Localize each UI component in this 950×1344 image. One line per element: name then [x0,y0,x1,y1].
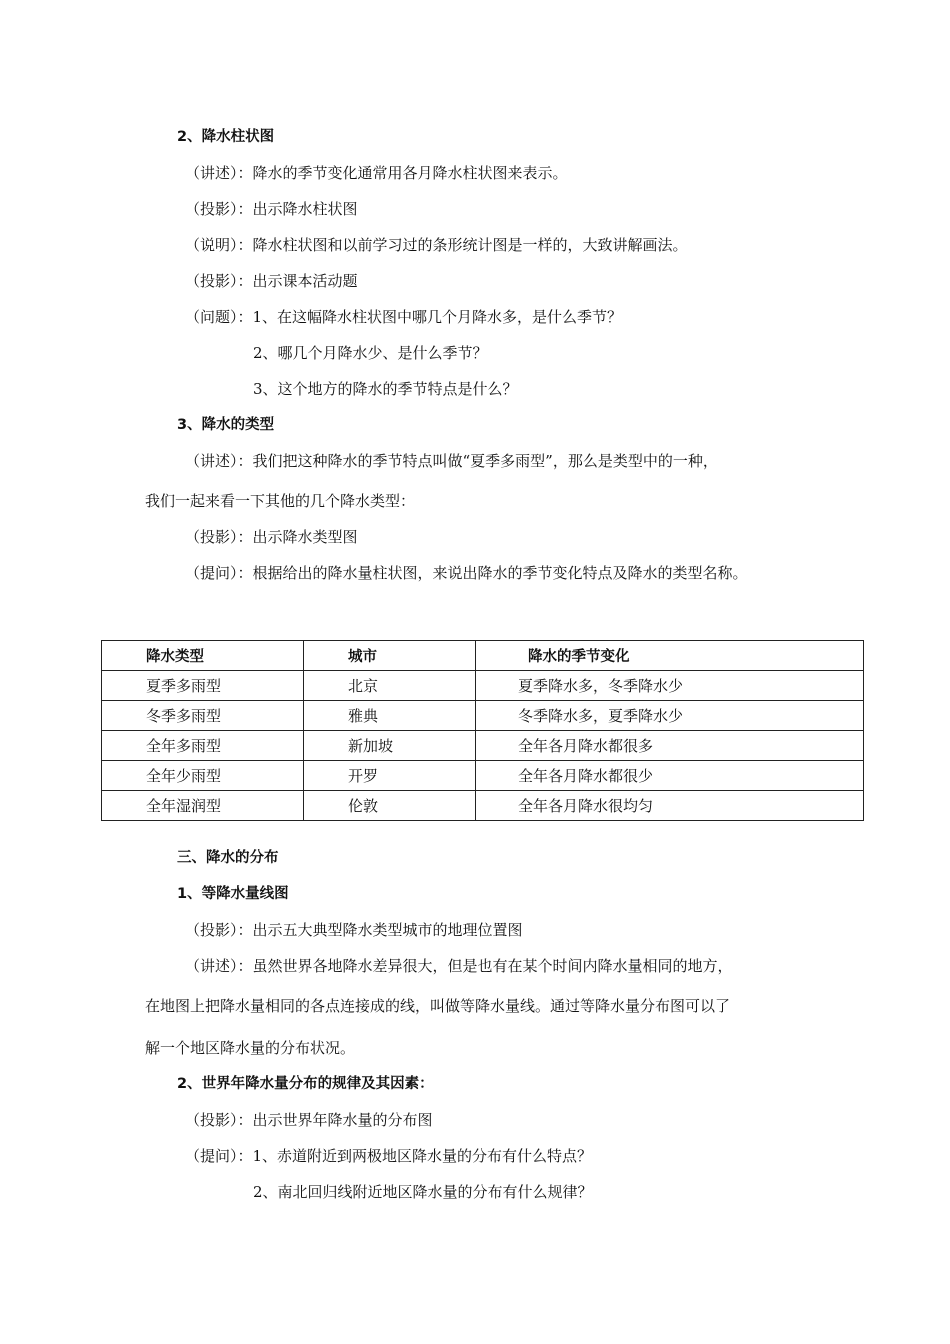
explanation-line: （说明）：降水柱状图和以前学习过的条形统计图是一样的，大致讲解画法。 [185,236,688,254]
table-row [102,701,864,731]
sub-question-line: 2、南北回归线附近地区降水量的分布有什么规律？ [253,1183,593,1201]
table-cell: 夏季多雨型 [102,671,304,701]
table-row [102,671,864,701]
narration-line-continued: 解一个地区降水量的分布状况。 [145,1039,356,1057]
projection-line: （投影）：出示课本活动题 [185,272,358,290]
table-cell: 全年各月降水都很少 [476,761,864,791]
projection-line: （投影）：出示降水类型图 [185,528,358,546]
table-cell: 雅典 [304,701,476,731]
narration-line: （讲述）：虽然世界各地降水差异很大，但是也有在某个时间内降水量相同的地方， [185,957,733,975]
table-header-cell: 城市 [304,641,476,671]
narration-line: （讲述）：降水的季节变化通常用各月降水柱状图来表示。 [185,164,568,182]
question-line: （问题）：1、在这幅降水柱状图中哪几个月降水多，是什么季节？ [185,308,623,326]
projection-line: （投影）：出示五大典型降水类型城市的地理位置图 [185,921,523,939]
table-header-cell: 降水类型 [102,641,304,671]
projection-line: （投影）：出示降水柱状图 [185,200,358,218]
table-cell: 全年湿润型 [102,791,304,821]
precipitation-types-table [101,640,864,821]
table-header-cell: 降水的季节变化 [476,641,864,671]
narration-line-continued: 在地图上把降水量相同的各点连接成的线，叫做等降水量线。通过等降水量分布图可以了 [145,997,731,1015]
section-heading-precipitation-types: 3、降水的类型 [177,417,275,433]
section-heading-precipitation-bar-chart: 2、降水柱状图 [177,129,275,145]
table-cell: 全年少雨型 [102,761,304,791]
table-row [102,731,864,761]
narration-line: （讲述）：我们把这种降水的季节特点叫做“夏季多雨型”，那么是类型中的一种， [185,452,718,470]
sub-question-line: 3、这个地方的降水的季节特点是什么？ [253,380,518,398]
part-heading-precipitation-distribution: 三、降水的分布 [177,850,279,866]
table-cell: 夏季降水多，冬季降水少 [476,671,864,701]
table-cell: 伦敦 [304,791,476,821]
narration-line-continued: 我们一起来看一下其他的几个降水类型： [145,492,416,510]
table-row [102,761,864,791]
question-line: （提问）：根据给出的降水量柱状图，来说出降水的季节变化特点及降水的类型名称。 [185,564,748,582]
table-header-row [102,641,864,671]
sub-question-line: 2、哪几个月降水少、是什么季节？ [253,344,488,362]
table-cell: 北京 [304,671,476,701]
question-line: （提问）：1、赤道附近到两极地区降水量的分布有什么特点？ [185,1147,593,1165]
table-cell: 全年多雨型 [102,731,304,761]
table-cell: 全年各月降水很均匀 [476,791,864,821]
subsection-heading-world-distribution: 2、世界年降水量分布的规律及其因素： [177,1076,434,1092]
table-cell: 开罗 [304,761,476,791]
table-cell: 新加坡 [304,731,476,761]
table-row [102,791,864,821]
table-cell: 冬季降水多，夏季降水少 [476,701,864,731]
projection-line: （投影）：出示世界年降水量的分布图 [185,1111,433,1129]
subsection-heading-isohyet-map: 1、等降水量线图 [177,886,289,902]
table-cell: 全年各月降水都很多 [476,731,864,761]
table-cell: 冬季多雨型 [102,701,304,731]
